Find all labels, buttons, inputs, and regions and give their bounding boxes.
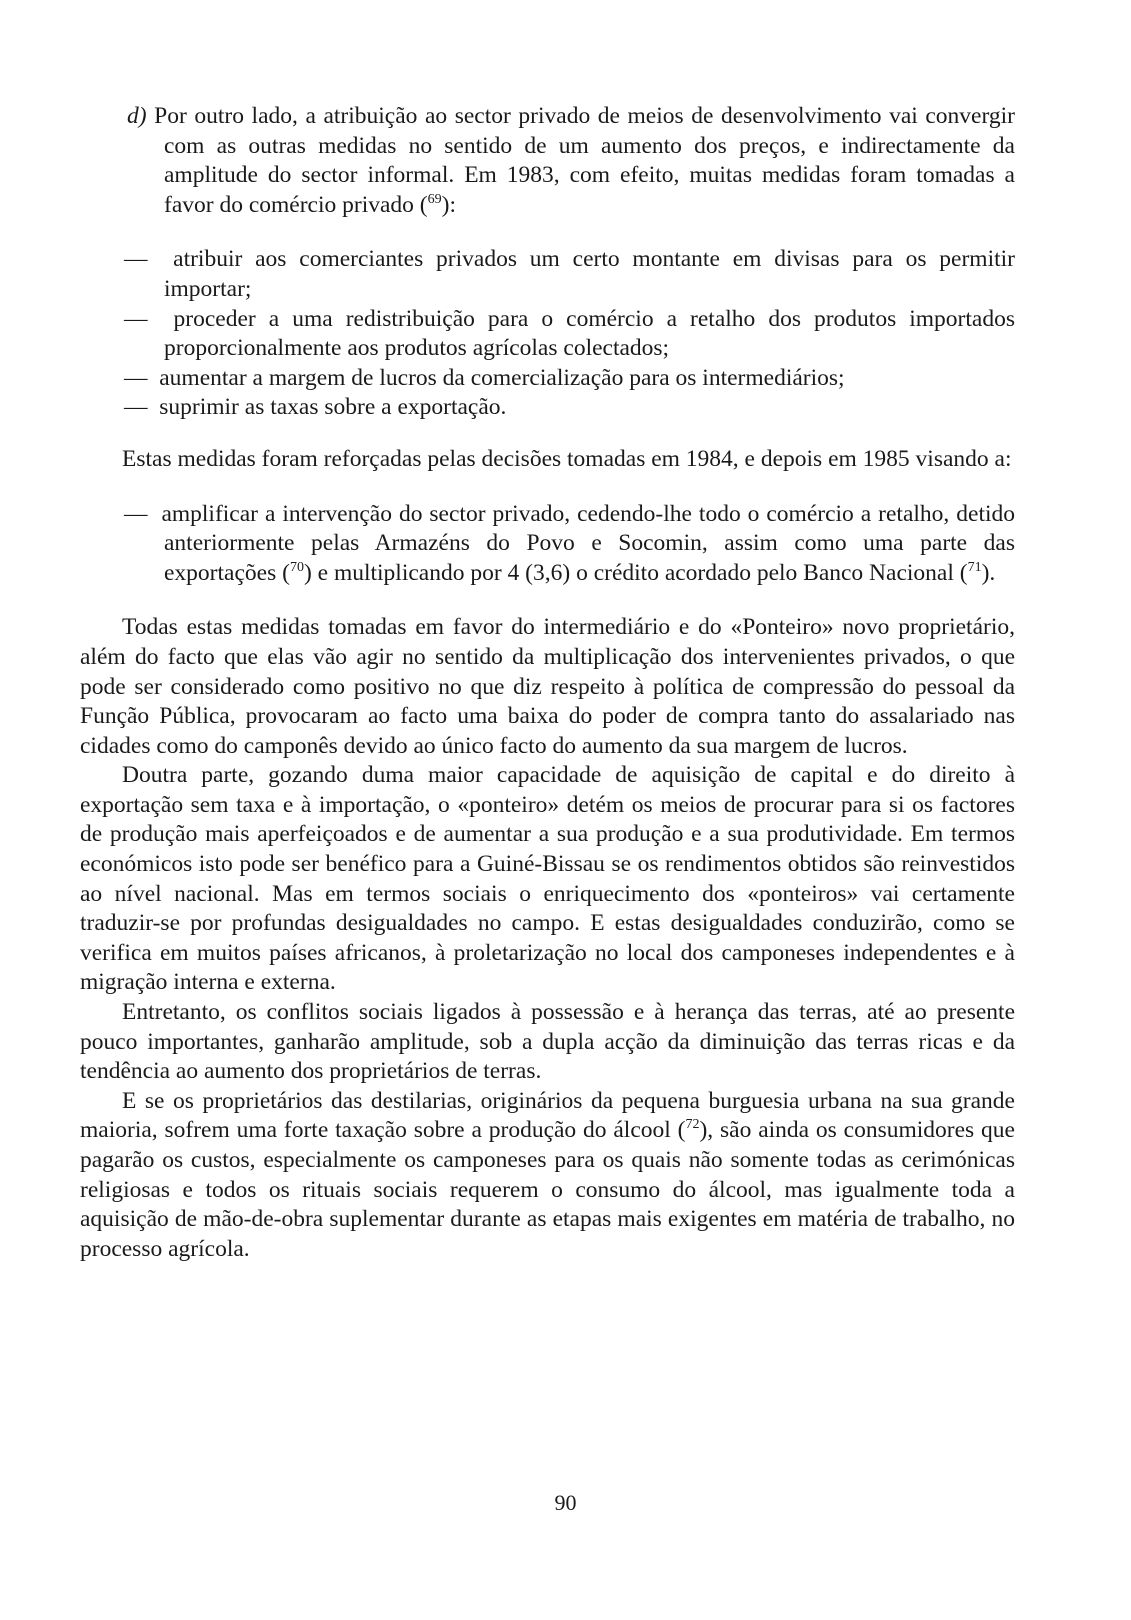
list-item-text: suprimir as taxas sobre a exportação. [159,394,507,421]
paragraph-todas: Todas estas medidas tomadas em favor do intermediário e do «Ponteiro» novo proprietário, além do facto que elas vão agir no sentido da multiplicação dos intervenientes privados, o que pode ser considerado como positivo no que diz respeito à política de compressão do pessoal da Função Pública, provocaram ao facto uma baixa do poder de compra tanto do assalariado nas cidades como do camponês devido ao único facto do aumento da sua margem de lucros. [80,614,1015,759]
paragraph-d [80,102,1015,220]
measures-1983-list [80,245,1015,423]
list-item [80,393,1015,423]
list-item-text: amplificar a intervenção do sector privado, cedendo-lhe todo o comércio a retalho, detido anteriormente pelas Armazéns do Povo e Socomin, assim como uma parte das exportações ( [161,500,1015,586]
item-letter: d) [127,103,147,129]
paragraph-d-text-end: ): [441,191,456,218]
body-text [80,102,1015,1264]
footnote-ref-69: 69 [427,191,442,207]
spacer [80,423,1015,445]
list-item-text: proceder a uma redistribuição para o comércio a retalho dos produtos importados proporcionalmente aos produtos agrícolas colectados; [164,305,1015,362]
paragraph-doutra: Doutra parte, gozando duma maior capacidade de aquisição de capital e do direito à exportação sem taxa e à importação, o «ponteiro» detém os meios de procurar para si os factores de produção mais aperfeiçoados e de aumentar a sua produção e a sua produtividade. Em termos económicos isto pode ser benéfico para a Guiné-Bissau se os rendimentos obtidos são reinvestidos ao nível nacional. Mas em termos sociais o enriquecimento dos «ponteiros» vai certamente traduzir-se por profundas desigualdades no campo. E estas desigualdades conduzirão, como se verifica em muitos países africanos, à proletarização no local dos camponeses independentes e à migração interna e externa. [80,762,1015,996]
footnote-ref-71: 71 [967,559,982,575]
dash-marker: — [124,394,148,421]
footnote-ref-72: 72 [685,1117,700,1133]
paragraph-1984: Estas medidas foram reforçadas pelas decisões tomadas em 1984, e depois em 1985 visando a: [122,445,1012,472]
dash-marker: — [124,305,148,332]
paragraph-entretanto: Entretanto, os conflitos sociais ligados à possessão e à herança das terras, até ao presente pouco importantes, ganharão amplitude, sob a dupla acção da diminuição das terras ricas e da tendência ao aumento dos proprietários de terras. [80,999,1015,1085]
measures-1985-list [80,500,1015,589]
dash-marker: — [124,500,148,527]
paragraph-d-text: Por outro lado, a atribuição ao sector privado de meios de desenvolvimento vai convergir com as outras medidas no sentido de um aumento dos preços, e indirectamente da amplitude do sector informal. Em 1983, com efeito, muitas medidas foram tomadas a favor do comércio privado ( [146,103,1015,218]
paragraph-e-se [80,1087,1015,1265]
list-item [80,305,1015,364]
spacer [80,475,1015,500]
dash-marker: — [124,246,148,273]
spacer [80,588,1015,613]
list-item-text: aumentar a margem de lucros da comercialização para os intermediários; [159,364,845,391]
list-item [80,500,1015,589]
paragraph-e-se-text-end: ), são ainda os consumidores que pagarão os custos, especialmente os camponeses para os quais não somente todas as cerimónicas religiosas e todos os rituais sociais requerem o consumo do álcool, mas igualmente toda a aquisição de mão-de-obra suplementar durante as etapas mais exigentes em matéria de trabalho, no processo agrícola. [80,1117,1015,1262]
spacer [80,220,1015,245]
paragraph-e-se-text: E se os proprietários das destilarias, originários da pequena burguesia urbana na sua grande maioria, sofrem uma forte taxação sobre a produção do álcool ( [80,1087,1015,1144]
footnote-ref-70: 70 [289,559,304,575]
list-item [80,364,1015,394]
list-item-text: atribuir aos comerciantes privados um certo montante em divisas para os permitir importar; [164,246,1015,302]
list-item-text: ) e multiplicando por 4 (3,6) o crédito acordado pelo Banco Nacional ( [303,559,968,586]
list-item-text: ). [981,559,996,586]
page-number: 90 [554,1490,577,1515]
list-item [80,245,1015,304]
dash-marker: — [124,364,148,391]
